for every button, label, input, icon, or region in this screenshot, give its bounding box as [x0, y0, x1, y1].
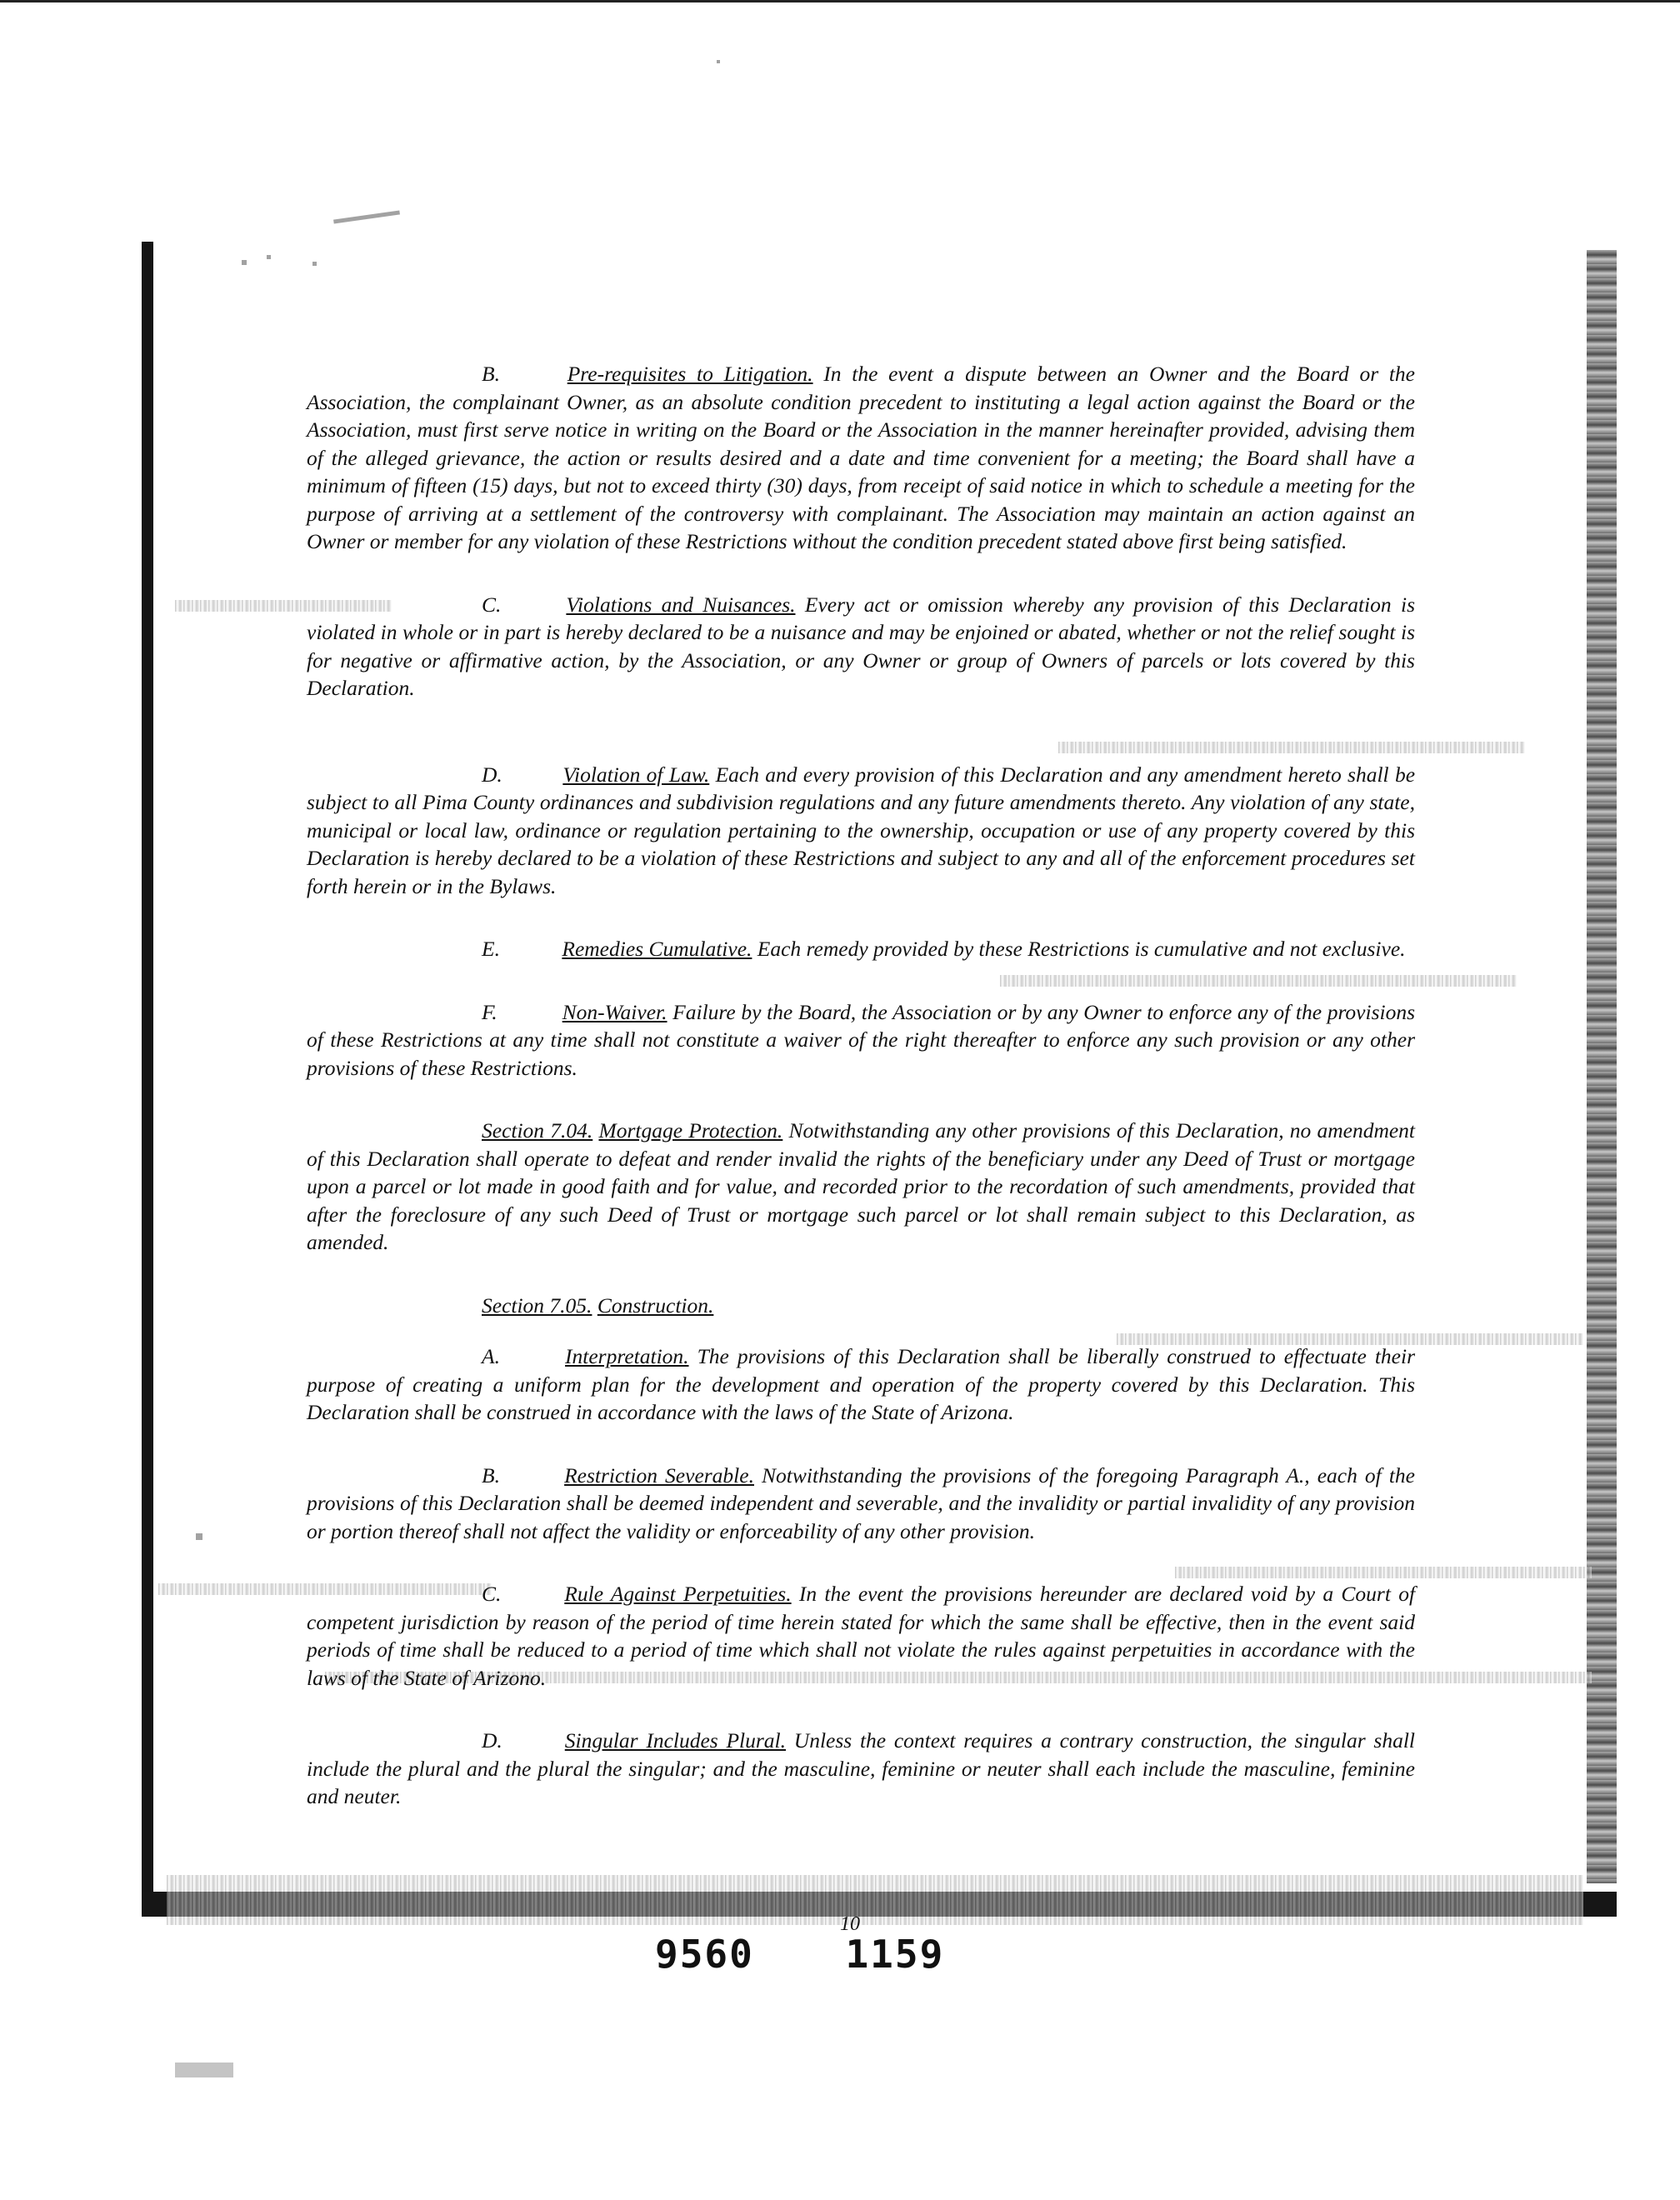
section-heading: Construction.: [597, 1292, 714, 1318]
scan-fleck: [717, 60, 720, 63]
document-body: [307, 360, 1415, 1846]
paragraph-heading: Remedies Cumulative.: [562, 937, 752, 961]
paragraph-text: Notwithstanding the provisions of the foregoing Paragraph A., each of the provisions of this Declaration shall be deemed independent and severable, and the invalidity or partial invalidity of any provision or portion thereof shall not affect the validity or enforceability of any other provision.: [307, 1462, 1415, 1543]
scan-fleck: [175, 2062, 233, 2078]
section-7-04-mortgage-protection: [307, 1117, 1415, 1257]
paragraph-letter: B.: [482, 1462, 500, 1488]
paragraph-text: Each remedy provided by these Restrictions is cumulative and not exclusive.: [757, 937, 1406, 961]
paragraph-letter: A.: [482, 1344, 500, 1368]
paragraph-d-singular-includes-plural: [307, 1727, 1415, 1811]
page-edge-right: [1587, 250, 1617, 1883]
page-number: 10: [840, 1913, 860, 1935]
paragraph-d-violation-of-law: [307, 761, 1415, 901]
paragraph-e-remedies: [307, 935, 1415, 963]
paragraph-letter: F.: [482, 999, 498, 1024]
paragraph-a-interpretation: [307, 1342, 1415, 1427]
paragraph-letter: E.: [482, 937, 500, 961]
paragraph-heading: Violation of Law.: [562, 762, 710, 787]
recording-stamp: [655, 1932, 1011, 1977]
top-rule: [0, 0, 1680, 2]
paragraph-text: Failure by the Board, the Association or by any Owner to enforce any of the provisions of these Restrictions at any time shall not constitute a waiver of the right thereafter to enforce any such provision or any other provisions of these Restrictions.: [307, 999, 1416, 1080]
paragraph-heading: Pre-requisites to Litigation.: [567, 362, 813, 386]
paragraph-c-violations: [307, 591, 1415, 702]
paragraph-letter: D.: [482, 762, 502, 787]
paragraph-b-prerequisites: [307, 360, 1415, 556]
page-edge-left: [142, 242, 153, 1908]
paragraph-text: Each and every provision of this Declaration and any amendment hereto shall be subject to all Pima County ordinances and subdivision regulations and any future amendments thereto. Any violation of any state, municipal or local law, ordinance or regulation pertaining to the ownership, occupation or use of any property covered by this Declaration is hereby declared to be a violation of these Restrictions and subject to any and all of the enforcement procedures set forth herein or in the Bylaws.: [307, 762, 1416, 898]
paragraph-f-non-waiver: [307, 998, 1415, 1082]
paragraph-text: Every act or omission whereby any provision of this Declaration is violated in whole or in part is hereby declared to be a nuisance and may be enjoined or abated, whether or not the relief sought is for negative or affirmative action, by the Association, or any Owner or group of Owners of parcels or lots covered by this Declaration.: [307, 592, 1416, 700]
paragraph-text: Unless the context requires a contrary construction, the singular shall include the plural and the plural the singular; and the masculine, feminine or neuter shall each include the masculine, feminine and neuter.: [307, 1728, 1416, 1808]
paragraph-heading: Interpretation.: [565, 1344, 689, 1368]
scan-noise: [167, 1875, 1583, 1925]
scan-fleck: [333, 210, 400, 223]
paragraph-letter: B.: [482, 362, 500, 386]
section-number: Section 7.04.: [482, 1118, 593, 1142]
paragraph-heading: Rule Against Perpetuities.: [564, 1582, 792, 1606]
paragraph-text: In the event a dispute between an Owner and the Board or the Association, the complainant Owner, as an absolute condition precedent to instituting a legal action against the Board or the Association, must first serve notice in writing on the Board or the Association in the manner hereinafter provided, advising them of the alleged grievance, the action or results desired and a date and time convenient for a meeting; the Board shall have a minimum of fifteen (15) days, but not to exceed thirty (30) days, from receipt of said notice in which to schedule a meeting for the purpose of arriving at a settlement of the controversy with complainant. The Association may maintain an action against an Owner or member for any violation of these Restrictions without the condition precedent stated above first being satisfied.: [307, 362, 1415, 553]
paragraph-c-rule-against-perpetuities: [307, 1580, 1415, 1692]
paragraph-text: In the event the provisions hereunder are declared void by a Court of competent jurisdiction by reason of the period of time herein stated for which the same shall be effective, then in the event said periods of time shall be reduced to a period of time which shall not violate the rules against perpetuities in accordance with the laws of the State of Arizono.: [307, 1582, 1416, 1690]
paragraph-letter: C.: [482, 592, 502, 617]
paragraph-heading: Restriction Severable.: [564, 1462, 754, 1488]
section-number: Section 7.05.: [482, 1292, 592, 1318]
paragraph-text: The provisions of this Declaration shall be liberally construed to effectuate their purpose of creating a uniform plan for the development and operation of the property covered by this Declaration. This Declaration shall be construed in accordance with the laws of the State of Arizona.: [307, 1344, 1416, 1424]
paragraph-letter: C.: [482, 1582, 502, 1606]
paragraph-heading: Singular Includes Plural.: [564, 1728, 787, 1752]
paragraph-letter: D.: [482, 1728, 502, 1752]
paragraph-heading: Violations and Nuisances.: [566, 592, 796, 617]
docket-number: 9560: [655, 1932, 754, 1977]
recording-page-number: 1159: [845, 1932, 945, 1977]
section-7-05-construction: [307, 1292, 1415, 1320]
section-heading: Mortgage Protection.: [598, 1118, 783, 1142]
paragraph-b-restriction-severable: [307, 1462, 1415, 1546]
section-text: Notwithstanding any other provisions of this Declaration, no amendment of this Declaration shall operate to defeat and render invalid the rights of the beneficiary under any Deed of Trust or mortgage upon a parcel or lot made in good faith and for value, and recorded prior to the recordation of such amendments, provided that after the foreclosure of any such Deed of Trust or mortgage such parcel or lot shall remain subject to this Declaration, as amended.: [307, 1118, 1416, 1254]
paragraph-heading: Non-Waiver.: [562, 999, 668, 1024]
